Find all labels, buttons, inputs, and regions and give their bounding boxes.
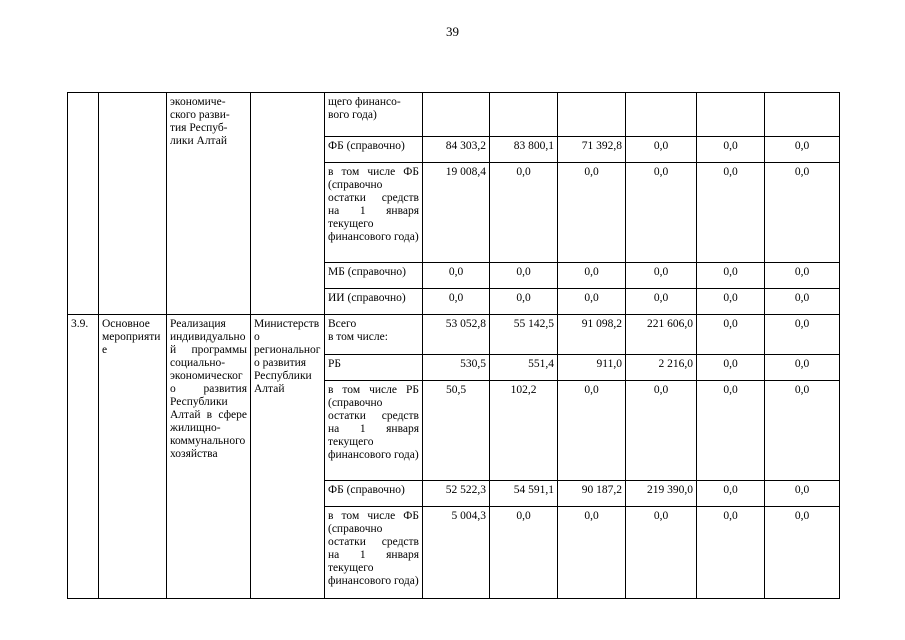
cell-value: 0,0 bbox=[558, 163, 626, 263]
cell-value: 52 522,3 bbox=[423, 481, 490, 507]
cell-value: 50,5 bbox=[423, 381, 490, 481]
cell-value: 0,0 bbox=[626, 507, 697, 599]
cell-value: 0,0 bbox=[697, 355, 765, 381]
cell-source: ФБ (справочно) bbox=[325, 481, 423, 507]
table-row bbox=[68, 93, 840, 137]
measure-executor: Министерство регионального развития Республики Алтай bbox=[251, 315, 325, 599]
measure-name: Реализация индивидуальной программы социально-экономического развития Республики Алтай в сфере жилищно-коммунального хозяйства bbox=[167, 315, 251, 599]
name-tail: экономиче- ского разви- тия Респуб- лики Алтай bbox=[170, 96, 230, 147]
cell-value: 0,0 bbox=[697, 381, 765, 481]
cell-value: 83 800,1 bbox=[490, 137, 558, 163]
cell-value: 0,0 bbox=[558, 507, 626, 599]
cell-value: 54 591,1 bbox=[490, 481, 558, 507]
cell-value: 530,5 bbox=[423, 355, 490, 381]
cell-value bbox=[490, 93, 558, 137]
measure-number: 3.9. bbox=[68, 315, 99, 599]
cell-value: 0,0 bbox=[626, 381, 697, 481]
cell-value bbox=[697, 93, 765, 137]
cell-type bbox=[99, 93, 167, 315]
cell-source: МБ (справочно) bbox=[325, 263, 423, 289]
cell-value: 0,0 bbox=[490, 507, 558, 599]
cell-value: 0,0 bbox=[765, 507, 840, 599]
cell-value: 0,0 bbox=[765, 481, 840, 507]
cell-name bbox=[167, 93, 251, 315]
cell-value: 84 303,2 bbox=[423, 137, 490, 163]
cell-value: 0,0 bbox=[765, 137, 840, 163]
cell-value: 0,0 bbox=[626, 137, 697, 163]
cell-value bbox=[423, 93, 490, 137]
cell-value: 102,2 bbox=[490, 381, 558, 481]
cell-value: 0,0 bbox=[765, 263, 840, 289]
cell-value: 0,0 bbox=[423, 263, 490, 289]
cell-value: 0,0 bbox=[626, 289, 697, 315]
cell-value: 0,0 bbox=[626, 163, 697, 263]
cell-value bbox=[626, 93, 697, 137]
table-row bbox=[68, 315, 840, 355]
cell-value: 55 142,5 bbox=[490, 315, 558, 355]
cell-source: ФБ (справочно) bbox=[325, 137, 423, 163]
cell-source: ИИ (справочно) bbox=[325, 289, 423, 315]
cell-num bbox=[68, 93, 99, 315]
cell-value: 0,0 bbox=[490, 163, 558, 263]
cell-value: 0,0 bbox=[558, 289, 626, 315]
cell-value bbox=[558, 93, 626, 137]
cell-value: 0,0 bbox=[423, 289, 490, 315]
cell-value: 551,4 bbox=[490, 355, 558, 381]
cell-value: 0,0 bbox=[558, 263, 626, 289]
cell-value: 53 052,8 bbox=[423, 315, 490, 355]
cell-value: 0,0 bbox=[558, 381, 626, 481]
cell-value: 91 098,2 bbox=[558, 315, 626, 355]
cell-value: 71 392,8 bbox=[558, 137, 626, 163]
cell-value: 0,0 bbox=[697, 263, 765, 289]
cell-source: в том числе ФБ (справочно остатки средств на 1 января текущего финансового года) bbox=[325, 507, 423, 599]
cell-value: 911,0 bbox=[558, 355, 626, 381]
cell-value: 221 606,0 bbox=[626, 315, 697, 355]
cell-value: 0,0 bbox=[765, 315, 840, 355]
cell-source: в том числе ФБ (справочно остатки средств на 1 января текущего финансового года) bbox=[325, 163, 423, 263]
cell-value: 90 187,2 bbox=[558, 481, 626, 507]
cell-source: щего финансо- вого года) bbox=[325, 93, 423, 137]
cell-value: 19 008,4 bbox=[423, 163, 490, 263]
cell-value: 0,0 bbox=[765, 289, 840, 315]
page-number: 39 bbox=[446, 24, 459, 39]
cell-value: 2 216,0 bbox=[626, 355, 697, 381]
cell-value: 0,0 bbox=[490, 289, 558, 315]
cell-source: в том числе РБ (справочно остатки средств на 1 января текущего финансового года) bbox=[325, 381, 423, 481]
cell-value: 0,0 bbox=[697, 163, 765, 263]
cell-value: 0,0 bbox=[697, 507, 765, 599]
cell-source: РБ bbox=[325, 355, 423, 381]
cell-value: 219 390,0 bbox=[626, 481, 697, 507]
cell-value: 0,0 bbox=[697, 137, 765, 163]
cell-value: 0,0 bbox=[765, 355, 840, 381]
measure-type: Основное мероприятие bbox=[99, 315, 167, 599]
cell-value: 0,0 bbox=[626, 263, 697, 289]
cell-value: 0,0 bbox=[697, 315, 765, 355]
cell-value: 0,0 bbox=[765, 381, 840, 481]
budget-table bbox=[67, 92, 840, 599]
cell-executor bbox=[251, 93, 325, 315]
cell-source: Всего в том числе: bbox=[325, 315, 423, 355]
cell-value: 0,0 bbox=[697, 289, 765, 315]
cell-value: 0,0 bbox=[765, 163, 840, 263]
cell-value bbox=[765, 93, 840, 137]
cell-value: 0,0 bbox=[490, 263, 558, 289]
cell-value: 5 004,3 bbox=[423, 507, 490, 599]
cell-value: 0,0 bbox=[697, 481, 765, 507]
